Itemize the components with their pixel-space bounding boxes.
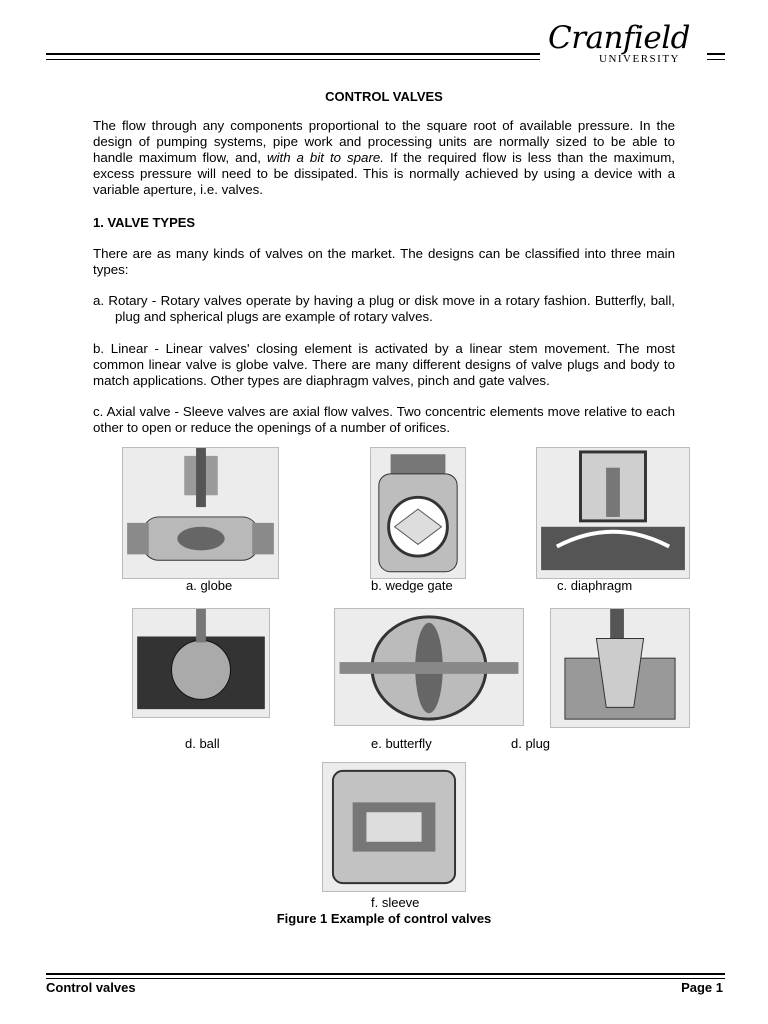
wedge-gate-valve-image [370,447,466,579]
section-heading: 1. VALVE TYPES [93,215,196,230]
rotary-text: a. Rotary - Rotary valves operate by having a plug or disk move in a rotary fashion. Butterfly, ball, plug and spherical plugs are example of rotary valves. [93,293,675,324]
ball-valve-image [132,608,270,718]
footer-document-name: Control valves [46,980,136,995]
butterfly-valve-image [334,608,524,726]
intro-text-2: If the required flow is less than the maximum, excess pressure will need to be dissipated. This is normally achieved by using a device with a variable aperture, i.e. valves. [93,150,675,197]
diaphragm-valve-image [536,447,690,579]
axial-paragraph [93,404,675,436]
caption-globe: a. globe [186,578,233,593]
figure-caption: Figure 1 Example of control valves [276,911,492,926]
plug-valve-image [550,608,690,728]
caption-diaphragm: c. diaphragm [557,578,633,593]
footer-page-number: Page 1 [681,980,723,995]
caption-wedge-gate: b. wedge gate [371,578,453,593]
footer-rule [46,973,725,979]
sleeve-valve-image [322,762,466,892]
university-logo: Cranfield [548,20,690,56]
university-logo-subtitle: UNIVERSITY [599,53,680,65]
axial-text: c. Axial valve - Sleeve valves are axial flow valves. Two concentric elements move relative to each other to open or reduce the openings of a number of orifices. [93,404,675,435]
document-title: CONTROL VALVES [325,89,443,104]
linear-text: b. Linear - Linear valves' closing element is activated by a linear stem movement. The most common linear valve is globe valve. There are many different designs of valve plugs and body to match applications. Other types are diaphragm valves, pinch and gate valves. [93,341,675,388]
caption-sleeve: f. sleeve [371,895,420,910]
intro-paragraph [93,118,675,198]
header-rule [46,53,540,60]
intro-text-1: The flow through any components proportional to the square root of available pressure. In the design of pumping systems, pipe work and processing units are normally sized to be able to handle maximum flow, and, [93,118,675,165]
valve-types-lead-text: There are as many kinds of valves on the market. The designs can be classified into three main types: [93,246,675,277]
caption-butterfly: e. butterfly [371,736,432,751]
header-rule-tail [707,53,725,60]
intro-emphasis: with a bit to spare. [266,150,384,165]
caption-ball: d. ball [185,736,220,751]
globe-valve-image [122,447,279,579]
rotary-paragraph [93,293,675,325]
linear-paragraph [93,341,675,389]
valve-types-lead [93,246,675,278]
caption-plug: d. plug [511,736,551,751]
